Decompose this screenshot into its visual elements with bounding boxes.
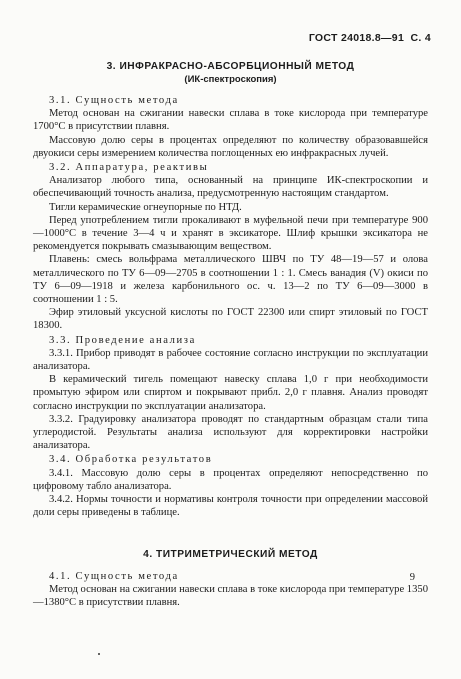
paragraph-3-1-a: Метод основан на сжигании навески сплава в токе кислорода при температуре 1700°С в присутствии плавня. [33, 108, 428, 133]
page-number: 9 [409, 572, 415, 583]
section-4-title: 4. ТИТРИМЕТРИЧЕСКИЙ МЕТОД [143, 548, 318, 560]
paragraph-3-2-e: Эфир этиловый уксусной кислоты по ГОСТ 22300 или спирт этиловый по ГОСТ 18300. [33, 307, 428, 332]
paragraph-3-2-c: Перед употреблением тигли прокаливают в муфельной печи при температуре 900—1000°С в течение 3—4 ч и хранят в эксикаторе. Шлиф крышки эксикатора не рекомендуется покрывать смазывающим веществом. [33, 214, 428, 253]
section-3-title: 3. ИНФРАКРАСНО-АБСОРБЦИОННЫЙ МЕТОД [106, 61, 355, 72]
heading-3-2: 3.2. Аппаратура, реактивы [49, 162, 209, 174]
heading-4-1: 4.1. Сущность метода [49, 570, 179, 582]
page-content [33, 52, 428, 609]
paragraph-3-3-2: 3.3.2. Градуировку анализатора проводят по стандартным образцам стали типа углеродистой. Результаты анализа используют для корректировки настройки анализатора. [33, 413, 428, 452]
heading-3-1: 3.1. Сущность метода [49, 95, 179, 106]
paragraph-3-2-d: Плавень: смесь вольфрама металлического ШВЧ по ТУ 48—19—57 и олова металлического по ТУ 6—09—2705 в соотношении 1 : 1. Смесь ванадия (V) окиси по ТУ 6—09—1918 и железа карбонильного ос. ч. 13—2 по ТУ 6—09—3000 в соотношении 1 : 5. [33, 254, 428, 306]
standard-number: ГОСТ 24018.8—91 [308, 32, 405, 44]
paragraph-3-1-b: Массовую долю серы в процентах определяют по количеству образовавшейся двуокиси серы измерением количества поглощенных ею инфракрасных лучей. [33, 134, 428, 159]
heading-3-4: 3.4. Обработка результатов [49, 454, 213, 466]
page-header [309, 32, 431, 44]
paragraph-3-2-b: Тигли керамические огнеупорные по НТД. [49, 201, 242, 213]
heading-3-3: 3.3. Проведение анализа [49, 334, 196, 346]
paragraph-4-1: Метод основан на сжигании навески сплава в токе кислорода при температуре 1350—1380°С в присутствии плавня. [33, 583, 428, 608]
header-page: С. 4 [410, 32, 431, 44]
paragraph-3-3-1: 3.3.1. Прибор приводят в рабочее состояние согласно инструкции по эксплуатации анализатора. [33, 347, 428, 373]
section-3-subtitle: (ИК-спектроскопия) [184, 74, 277, 85]
paragraph-3-4-2: 3.4.2. Нормы точности и нормативы контроля точности при определении массовой доли серы приведены в таблице. [33, 494, 428, 519]
paragraph-3-2-a: Анализатор любого типа, основанный на принципе ИК-спектроскопии и обеспечивающий точность анализа, предусмотренную настоящим стандартом. [33, 175, 428, 200]
scan-speck [98, 653, 100, 655]
paragraph-3-3-1-b: В керамический тигель помещают навеску сплава 1,0 г при необходимости промытую эфиром или спиртом и покрывают прибл. 2,0 г плавня. Анализ проводят согласно инструкции по эксплуатации анализатора. [33, 374, 428, 412]
paragraph-3-4-1: 3.4.1. Массовую долю серы в процентах определяют непосредственно по цифровому табло анализатора. [33, 467, 428, 492]
